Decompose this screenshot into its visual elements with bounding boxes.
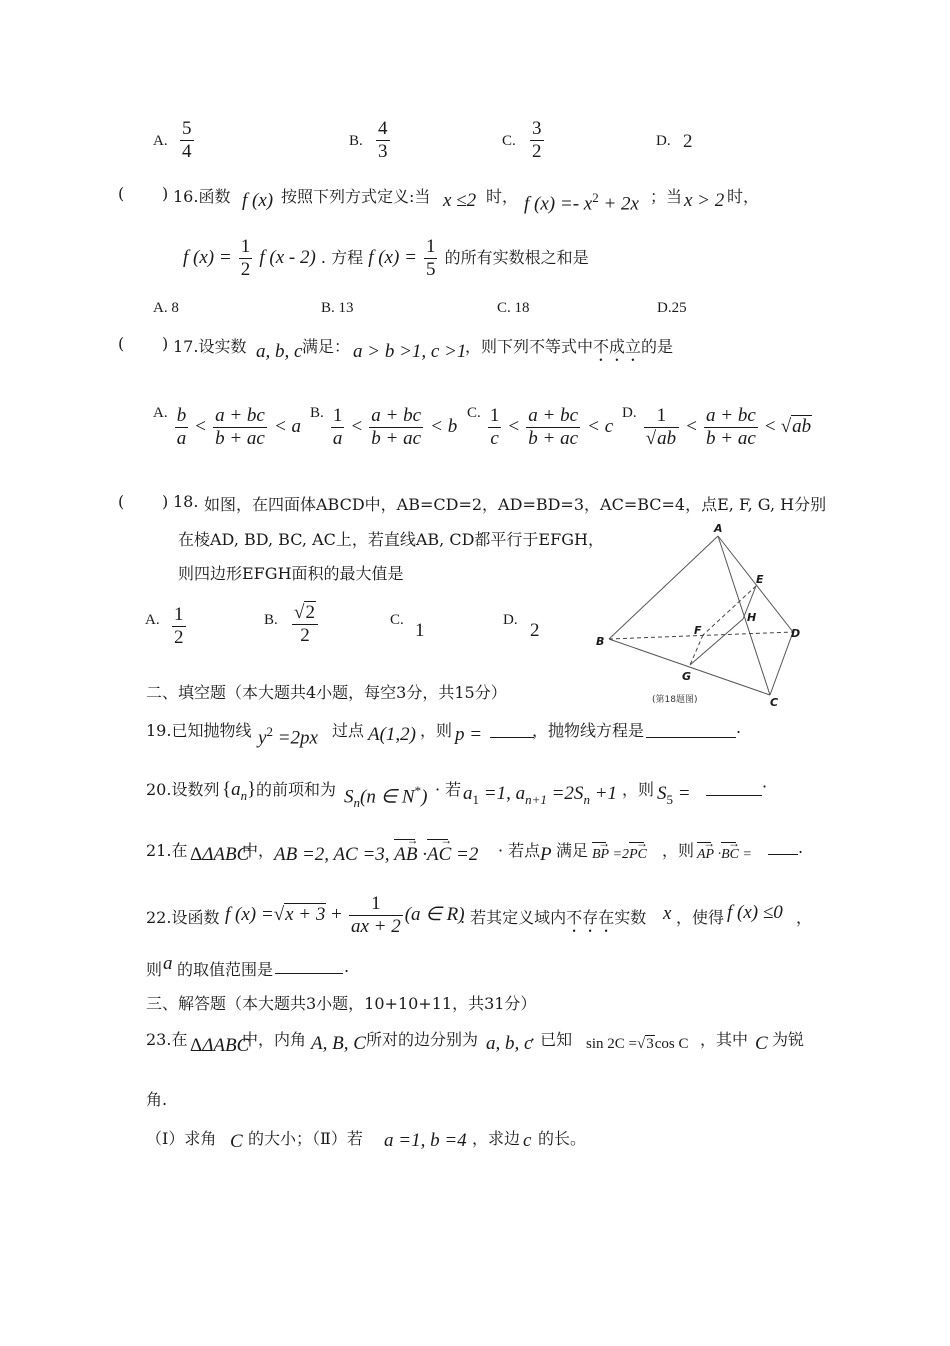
- q16-option-c: C. 18: [497, 300, 530, 316]
- q23-sides: a, b, c: [486, 1033, 533, 1054]
- q15-option-c-label: C.: [502, 133, 516, 149]
- q22-text-4: ，使得: [676, 908, 725, 927]
- q20-blank: [706, 794, 762, 796]
- q15-option-d-value: 2: [683, 131, 693, 152]
- q15-option-d-label: D.: [656, 133, 671, 149]
- q22-x: x: [663, 903, 672, 924]
- vertex-label-a: A: [714, 522, 723, 535]
- q18-option-b-label: B.: [264, 612, 278, 628]
- vertex-label-e: E: [756, 573, 764, 586]
- q16-cond2: x > 2: [684, 190, 725, 211]
- q23-text-4: · 已知: [530, 1030, 573, 1049]
- q22-text-2: . 若其定义域内不存在实数: [460, 908, 647, 927]
- q19-text: 19.已知抛物线: [146, 721, 252, 740]
- q20-s5: $S_5$ =: [657, 783, 691, 807]
- vertex-label-h: H: [747, 611, 757, 624]
- q23-angles: A, B, C: [311, 1033, 366, 1054]
- q16-cond1: x ≤2: [443, 190, 477, 211]
- q21-text-3: · 若点: [498, 841, 541, 860]
- q22-line2-a: a: [163, 953, 173, 974]
- q17-text-3: ，则下列不等式中不成立的是: [465, 337, 674, 356]
- q21-triangle: ΔΔABC: [190, 844, 250, 865]
- q21-text-2: 中，: [242, 841, 275, 860]
- q19-text-3: ，则: [420, 721, 453, 740]
- q22-line2-text-3: .: [344, 957, 350, 976]
- vertex-label-f: F: [694, 624, 702, 637]
- q23-equation: sin 2C =√3cos C: [586, 1036, 689, 1052]
- q22-line2-text-2: 的取值范围是: [177, 960, 274, 979]
- q19-p: p =: [455, 724, 483, 745]
- q21-text-6: .: [798, 838, 804, 857]
- q23-text-5: ，其中: [700, 1030, 749, 1049]
- q23-part-2-text: ，求边: [472, 1129, 521, 1148]
- vertex-label-c: C: [770, 696, 779, 709]
- q16-line2: f (x) = $\frac{1}{2}$ f (x - 2) . 方程 f (x) = $\frac{1}{5}$ 的所有实数根之和是: [183, 236, 589, 280]
- q17-answer-paren-open: (: [118, 334, 125, 353]
- q16-text-4: ；当: [650, 187, 683, 206]
- q15-option-c-value: $\frac{3}{2}$: [532, 118, 542, 162]
- q17-answer-paren-close: ): [162, 334, 169, 353]
- edge-ab: [609, 536, 718, 639]
- q16-text-5: 时，: [727, 187, 760, 206]
- q18-option-d-label: D.: [503, 612, 518, 628]
- q21-text-5: ，则: [662, 841, 695, 860]
- q23-part-1-text: 的大小；（Ⅱ）若: [248, 1129, 363, 1148]
- q18-option-b-value: $\frac{√2}{2}$: [292, 602, 318, 647]
- q22-text-5: ，: [796, 908, 813, 927]
- q21-bp-relation: → BP =2→ PC: [592, 847, 647, 863]
- q23-text-6: 为锐: [772, 1030, 805, 1049]
- q17-cond: a > b >1, c >1: [353, 341, 467, 362]
- q18-option-c-value: 1: [415, 620, 425, 641]
- q17-text-2: 满足：: [302, 337, 351, 356]
- q22-line2-text: 则: [146, 960, 163, 979]
- q16-option-d: D.25: [657, 300, 687, 316]
- q19-blank-p: [490, 736, 534, 738]
- q23-text: 23.在: [146, 1030, 188, 1049]
- q19-text-4: ，抛物线方程是: [532, 721, 645, 740]
- tetrahedron-figure: [590, 518, 815, 713]
- q20-text-2: 的前项和为: [256, 780, 337, 799]
- figure-caption: (第18题图): [652, 695, 698, 705]
- q18-option-c-label: C.: [390, 612, 404, 628]
- section-2-heading: 二、填空题（本大题共4小题，每空3分，共15分）: [146, 683, 507, 702]
- q16-option-b: B. 13: [321, 300, 354, 316]
- q17-text: 17.设实数: [173, 337, 247, 356]
- q23-c: C: [755, 1033, 768, 1054]
- q20-seq: $\{a_n\}$: [222, 779, 257, 803]
- q21-text: 21.在: [146, 841, 188, 860]
- q20-text-3: · 若: [435, 780, 462, 799]
- q23-part-1-label: （Ⅰ）求角: [146, 1129, 217, 1148]
- q16-answer-paren-open: (: [118, 184, 125, 203]
- q19-text-5: .: [736, 718, 742, 737]
- q16-text: 16.函数: [173, 187, 231, 206]
- q15-option-a-label: A.: [153, 133, 168, 149]
- q18-option-a-value: $\frac{1}{2}$: [174, 604, 184, 648]
- q15-option-b-value: $\frac{4}{3}$: [378, 118, 388, 162]
- q20-recurrence: $a_1 =1$, $a_{n+1} =2S_n +1$: [463, 783, 618, 807]
- q21-conditions: AB =2, AC =3, → AB ·→ AC =2: [274, 844, 478, 866]
- q17-option-d: D. $\frac{1}{√ab}$ < $\frac{a + bc}{b + ac}$ < √ab: [622, 405, 812, 449]
- section-3-heading: 三、解答题（本大题共3小题，10+10+11，共31分）: [146, 994, 537, 1013]
- q15-option-a-value: $\frac{5}{4}$: [182, 118, 192, 162]
- q19-blank-equation: [646, 736, 736, 738]
- q18-line1: 如图，在四面体ABCD中，AB=CD=2，AD=BD=3，AC=BC=4，点E, F, G, H分别: [204, 495, 827, 514]
- edge-dc: [770, 632, 793, 695]
- q23-part-2-c: c: [523, 1130, 532, 1151]
- q16-text-3: 时，: [486, 187, 519, 206]
- q16-fx: f (x): [242, 190, 274, 211]
- q23-text-3: 所对的边分别为: [366, 1030, 479, 1049]
- q20-sn: $S_n(n$ ∈ N*): [344, 783, 428, 811]
- q23-part-2-text-2: 的长。: [538, 1129, 587, 1148]
- q19-equation: $y^2 =2px$: [258, 724, 318, 749]
- q18-option-a-label: A.: [145, 612, 160, 628]
- segment-fg: [690, 635, 703, 665]
- vertex-label-d: D: [791, 627, 801, 640]
- q18-num: 18.: [173, 492, 199, 511]
- q19-text-2: 过点: [332, 721, 365, 740]
- q18-line2: 在棱AD, BD, BC, AC上，若直线AB, CD都平行于EFGH，: [178, 530, 604, 549]
- q23-triangle: ΔΔABC: [190, 1035, 250, 1056]
- q20-text-5: ·: [762, 777, 768, 796]
- q18-line3: 则四边形EFGH面积的最大值是: [178, 564, 404, 583]
- q16-answer-paren-close: ): [162, 184, 169, 203]
- q22-function: f (x) =√x + 3 + $\frac{1}{ax + 2}$ (a ∈ R): [225, 893, 465, 937]
- q16-expr1: f $(x) =- x^2 + 2x$: [524, 190, 639, 215]
- q17-option-c: C. $\frac{1}{c}$ < $\frac{a + bc}{b + ac}$ < c: [467, 405, 614, 449]
- edge-bc: [609, 639, 770, 695]
- q23-text-2: 中，内角: [242, 1030, 307, 1049]
- q22-blank: [275, 972, 343, 974]
- q17-vars: a, b, c: [256, 341, 303, 362]
- q22-text: 22.设函数: [146, 908, 220, 927]
- q23-part-2-cond: a =1, b =4: [384, 1130, 467, 1151]
- vertex-label-b: B: [596, 635, 605, 648]
- q18-option-d-value: 2: [530, 620, 540, 641]
- q16-option-a: A. 8: [153, 300, 179, 316]
- q17-option-b: B. $\frac{1}{a}$ < $\frac{a + bc}{b + ac}$ < b: [310, 405, 458, 449]
- q23-part-1-c: C: [230, 1131, 243, 1152]
- q20-text-4: ，则: [622, 780, 655, 799]
- q21-blank: [768, 853, 798, 855]
- q21-text-4: 满足: [556, 841, 589, 860]
- q23-line2: 角.: [146, 1090, 168, 1109]
- q22-inequality: f (x) ≤0: [727, 902, 783, 923]
- q20-text: 20.设数列: [146, 780, 220, 799]
- q21-p: P: [540, 844, 552, 865]
- vertex-label-g: G: [682, 670, 692, 683]
- q19-point: A(1,2): [368, 724, 417, 745]
- q17-option-a: A. $\frac{b}{a}$ < $\frac{a + bc}{b + ac}$ < a: [153, 405, 302, 449]
- q21-ap-bc: → AP ·→ BC =: [697, 847, 752, 863]
- q18-answer-paren-close: ): [162, 492, 169, 511]
- q18-answer-paren-open: (: [118, 492, 125, 511]
- q15-option-b-label: B.: [349, 133, 363, 149]
- q16-text-2: 按照下列方式定义:当: [281, 187, 431, 206]
